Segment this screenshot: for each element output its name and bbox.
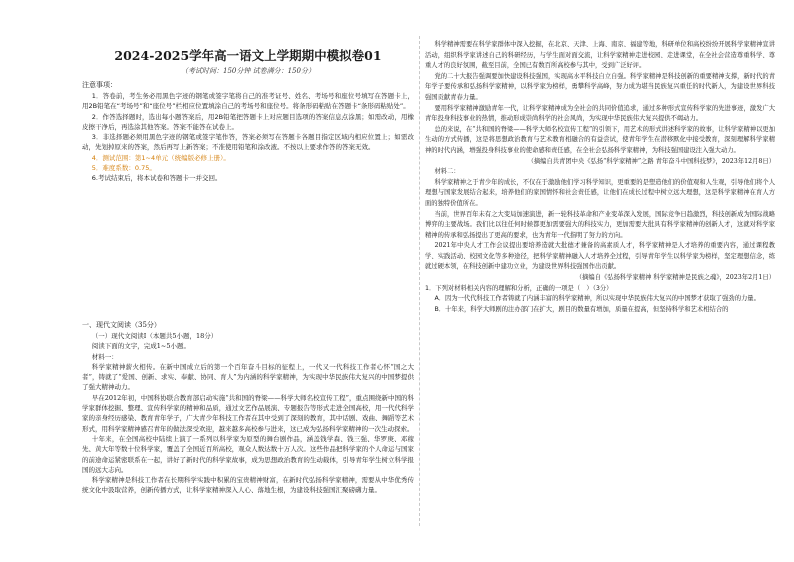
notice-item-5: 5．难度系数：0.75。 — [91, 164, 156, 173]
material-1-paragraph: 十年来，在全国高校中陆续上演了一系列以科学家为原型的舞台剧作品，涵盖钱学森、钱三强、华罗庚、邓稼先、黄大年等数十位科学家，覆盖了全国近百所高校，观众人数达数十万人次。这些作品把科学家的个人命运与国家的前途命运紧密联系在一起，讲好了新时代的科学家故事，成为思想政治教育的生动载体，引导青年学生树立科学报国的远大志向。 — [82, 434, 414, 474]
material-1-paragraph: 总的来说，在“共和国的脊梁——科学大师名校宣传工程”的引领下，用艺术的形式讲述科学家的故事，让科学家精神以更加生动的方式传播，这是将思想政治教育与艺术教育相融合的有益尝试，使青年学生在潜移默化中接受教育，深刻理解科学家精神的时代内涵，增强投身科技事业的使命感和责任感，在全社会弘扬科学家精神，为科技强国建设注入强大动力。 — [425, 125, 775, 154]
question-1-option-b: B．十年来，科学大师剧的注办部门在扩大，剧目的数量有增加，质量在提高，但坚持科学和艺术相结合的 — [434, 305, 729, 313]
subsection-heading: （一）现代文阅读Ⅰ（本题共5小题，18分） — [91, 332, 218, 340]
material-2-paragraph: 当前，世界百年未有之大变局加速演进，新一轮科技革命和产业变革深入发展，国际竞争日趋激烈，科技创新成为国际战略博弈的主要战场。我们比以往任何时候都更加需要强大的科技实力，更加需要大批具有科学家精神的创新人才，这就对科学家精神的传承和弘扬提出了更高的要求，也为青年一代指明了努力的方向。 — [425, 210, 775, 239]
material-1-paragraph: 科学精神需要在科学家群体中深入挖掘，在北京、天津、上海、南京、福建等地，科研单位和高校纷纷开展科学家精神宣讲活动，组织科学家讲述自己的科研经历，与学生面对面交流，让科学家精神走进校园、走进课堂，在全社会营造尊重科学、尊重人才的良好氛围，截至目前，全国已有数百所高校参与其中，受到广泛好评。 — [425, 41, 775, 70]
notice-item-6: 6.考试结束后，将本试卷和答题卡一并交回。 — [91, 174, 222, 183]
material-1-paragraph: 科学家精神是科技工作者在长期科学实践中积累的宝贵精神财富，在新时代弘扬科学家精神，需要从中华优秀传统文化中汲取营养，创新传播方式，让科学家精神深入人心、落地生根，为建设科技强国汇聚磅礴力量。 — [82, 476, 414, 495]
material-2-source: （摘编自《弘扬科学家精神 科学家精神是民族之魂》，2023年2月1日） — [575, 274, 775, 282]
notice-item-4: 4．测试范围：第1~4单元（统编版必修上册）。 — [91, 153, 230, 162]
reading-section — [82, 320, 414, 496]
notice-item-3: 3．非选择题必须用黑色字迹的钢笔或签字笔作答，答案必须写在答题卡各题目指定区域内相应位置上；如需改动，先划掉原来的答案，然后再写上新答案；不准使用铅笔和涂改液。不按以上要求作答的答案无效。 — [82, 133, 414, 152]
notice-item-2: 2．作答选择题时，选出每小题答案后，用2B铅笔把答题卡上对应题目选项的答案信息点涂黑；如需改动，用橡皮擦干净后，再选涂其他答案。答案不能答在试卷上。 — [82, 112, 414, 131]
exam-title: 2024-2025学年高一语文上学期期中模拟卷01 — [114, 48, 382, 63]
exam-meta: （考试时间：150分钟 试卷满分：150分） — [181, 67, 315, 75]
material-1-paragraph: 科学家精神薪火相传。在新中国成立后的第一个百年奋斗目标的征程上，一代又一代科技工作者心怀“国之大者”，铸就了“爱国、创新、求实、奉献、协同、育人”为内涵的科学家精神，为实现中华民族伟大复兴的中国梦提供了强大精神动力。 — [82, 362, 414, 392]
column-divider — [419, 36, 420, 526]
material-1-label: 材料一： — [91, 352, 118, 361]
notice-block — [82, 80, 414, 184]
material-2-label: 材料二： — [434, 168, 460, 176]
left-column — [82, 0, 414, 562]
material-1-paragraph: 党的二十大报告强调要加快建设科技强国，实现高水平科技自立自强。科学家精神是科技创新的重要精神支撑，新时代的青年学子要传承和弘扬科学家精神，以科学家为榜样，勇攀科学高峰，努力成为堪当民族复兴重任的时代新人，为建设世界科技强国贡献青春力量。 — [425, 72, 775, 101]
question-1-option-a: A．因为一代代科技工作者铸就了内涵丰富的科学家精神，所以实现中华民族伟大复兴的中国梦才获取了强劲的力量。 — [434, 295, 760, 303]
right-column — [425, 0, 775, 562]
reading-instruction: 阅读下面的文字，完成1~5小题。 — [91, 342, 190, 351]
notice-item-1: 1．答卷前，考生务必用黑色字迹的钢笔或签字笔将自己的准考证号、姓名、考场号和座位号填写在答题卡上，用2B铅笔在“考场号”和“座位号”栏相应位置填涂自己的考场号和座位号。将条形码粘贴在答题卡“条形码粘贴处”。 — [82, 92, 414, 111]
material-1-continued — [425, 40, 775, 315]
material-1-source: （摘编自共青团中央《弘扬“科学家精神”之路 青年奋斗中国科技梦》，2023年12月8日） — [527, 157, 775, 165]
notice-heading: 注意事项： — [82, 81, 117, 89]
material-2-paragraph: 科学家精神之于青少年的成长，不仅在于激励他们学习科学知识，更重要的是塑造他们的价值观和人生观，引导他们将个人理想与国家发展结合起来，培养他们的家国情怀和社会责任感，让他们在成长过程中树立远大理想，这是科学家精神在育人方面的独特价值所在。 — [425, 178, 775, 207]
material-1-paragraph: 早在2012年初，中国科协联合教育部启动实施“共和国的脊梁——科学大师名校宣传工程”，重点围绕新中国的科学家群体挖掘、整理、宣传科学家的精神和品质，通过文艺作品展演、专题报告等形式走进全国高校，用一代代科学家的亲身经历感染、教育青年学子，广大青少年科技工作者在其中受到了深刻的教育，其中话剧、戏曲、舞蹈等艺术形式，用科学家精神感召青年的做法深受欢迎，越来越多高校参与进来，这已成为弘扬科学家精神的一次生动探索。 — [82, 393, 414, 433]
material-2-paragraph: 2021年中央人才工作会议提出要培养造就大批德才兼备的高素质人才，科学家精神是人才培养的重要内容，通过课程教学、实践活动、校园文化等多种途径，把科学家精神融入人才培养全过程，引导青年学生以科学家为榜样，坚定理想信念，练就过硬本领，在科技创新中建功立业，为建设世界科技强国作出贡献。 — [425, 242, 775, 271]
question-1-stem: 1．下列对材料相关内容的理解和分析，正确的一项是（ ）（3分） — [425, 284, 613, 292]
material-1-paragraph: 要用科学家精神激励青年一代，让科学家精神成为全社会的共同价值追求，通过多种形式宣传科学家的先进事迹，激发广大青年投身科技事业的热情，推动形成崇尚科学的社会风尚，为实现中华民族伟大复兴提供不竭动力。 — [425, 104, 775, 123]
section-heading: 一、现代文阅读（35分） — [82, 321, 161, 329]
